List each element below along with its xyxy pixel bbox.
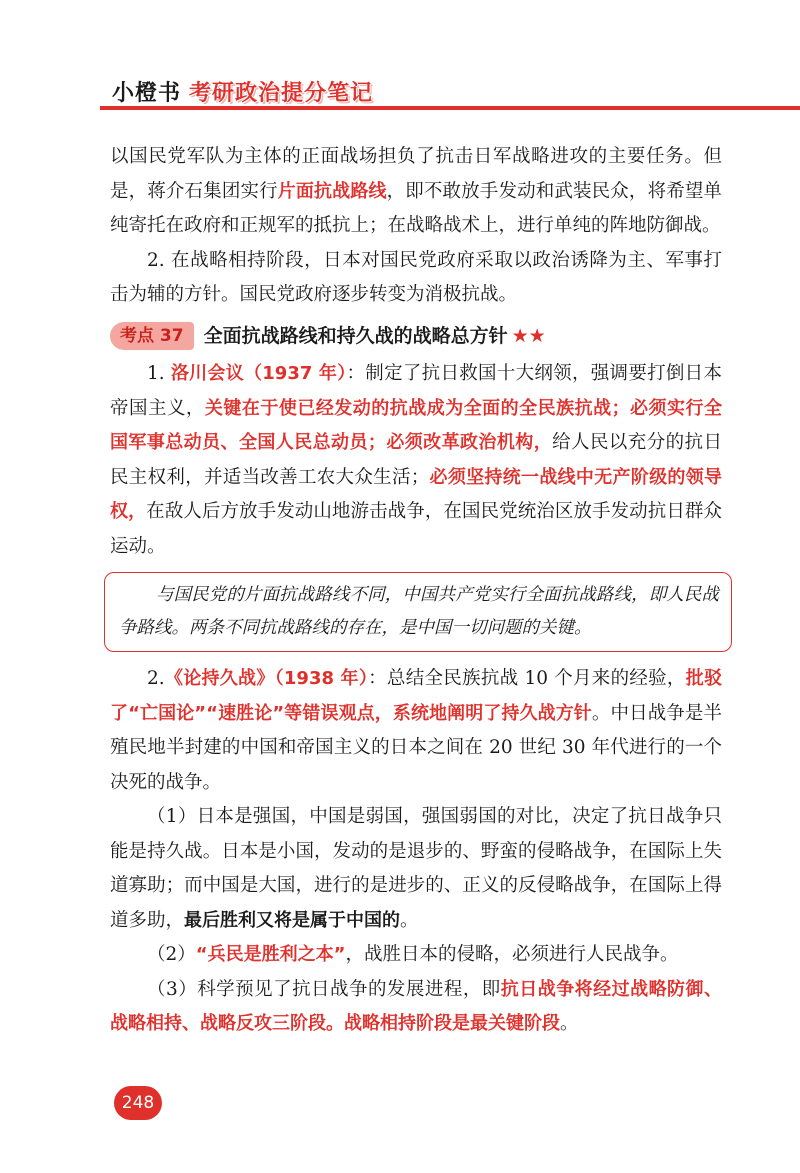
note-box	[104, 572, 732, 652]
text: 。中日战争是半殖民地半封建的中国和帝国主义的日本之间在 20 世纪 30 年代进行的一个决死的战争。	[110, 702, 722, 793]
text: 。	[560, 1013, 579, 1034]
star-icon: ★★	[511, 324, 546, 347]
text: （2）	[147, 944, 196, 965]
paragraph	[110, 662, 722, 800]
text: ，即不敢放手发动和武装民众，将希望单纯寄托在政府和正规军的抵抗上；在战略战术上，进行单纯的阵地防御战。	[110, 180, 722, 236]
note-text: 与国民党的片面抗战路线不同，中国共产党实行全面抗战路线，即人民战争路线。两条不同抗战路线的存在，是中国一切问题的关键。	[119, 585, 719, 638]
paragraph: 2. 在战略相持阶段，日本对国民党政府采取以政治诱降为主、军事打击为辅的方针。国民党政府逐步转变为消极抗战。	[110, 249, 722, 305]
brand-name: 小橙书	[112, 80, 182, 106]
text: 。	[400, 909, 419, 931]
text: ，战胜日本的侵略，必须进行人民战争。	[345, 944, 679, 965]
book-subtitle: 考研政治提分笔记	[189, 80, 374, 106]
page-number: 248	[114, 1086, 162, 1120]
header-rule	[100, 106, 800, 110]
text: 但是，蒋介石集团实行	[110, 146, 722, 202]
emphasis: 最后胜利又将是属于中国的	[184, 909, 401, 931]
text: ：制定了抗日救国十大纲领，强调要打倒日本帝国主义，	[110, 363, 722, 419]
text: （3）科学预见了抗日战争的发展进程，即	[147, 978, 501, 1000]
highlight: 抗日战争将经过战略防御、战略相持、战略反攻三阶段。战略相持阶段是最关键阶段	[110, 978, 722, 1034]
text: 在敌人后方放手发动山地游击战争，在国民党统治区放手发动抗日群众运动。	[110, 501, 722, 557]
key-point-heading	[110, 319, 722, 354]
text: 给人民以充分的抗日民主权利，并适当改善工农大众生活；	[110, 432, 722, 488]
highlight: 洛川会议（1937 年）	[170, 363, 347, 384]
highlight: 片面抗战路线	[277, 180, 387, 202]
text: 2.	[147, 668, 165, 689]
highlight: 关键在于使已经发动的抗战成为全面的全民族抗战；必须实行全国军事总动员、全国人民总动员；必须改革政治机构，	[110, 397, 722, 453]
highlight: 《论持久战》（1938 年）	[164, 668, 369, 689]
highlight: 必须坚持统一战线中无产阶级的领导权，	[110, 466, 722, 522]
paragraph	[110, 973, 722, 1042]
paragraph	[110, 357, 722, 564]
key-point-badge: 考点 37	[110, 322, 194, 350]
text: （1）日本是强国，中国是弱国，强国弱国的对比，决定了抗日战争只能是持久战。日本是小国，发动的是退步的、野蛮的侵略战争，在国际上失道寡助；而中国是大国，进行的是进步的、正义的反侵略战争，在国际上得道多助，	[110, 806, 722, 931]
text: 1.	[147, 363, 171, 384]
paragraph	[110, 800, 722, 938]
paragraph	[110, 938, 722, 973]
key-point-title: 全面抗战路线和持久战的战略总方针	[203, 324, 508, 347]
page-content	[110, 140, 722, 1042]
paragraph	[110, 140, 722, 244]
page-header	[112, 74, 373, 108]
text: 以国民党军队为主体的正面战场担负了抗击日军战略进攻的主要任务。	[110, 146, 704, 167]
highlight: 批驳了“亡国论”“速胜论”等错误观点，系统地阐明了持久战方针	[110, 668, 722, 724]
highlight: “兵民是胜利之本”	[195, 944, 346, 965]
text: ：总结全民族抗战 10 个月来的经验，	[368, 668, 686, 689]
